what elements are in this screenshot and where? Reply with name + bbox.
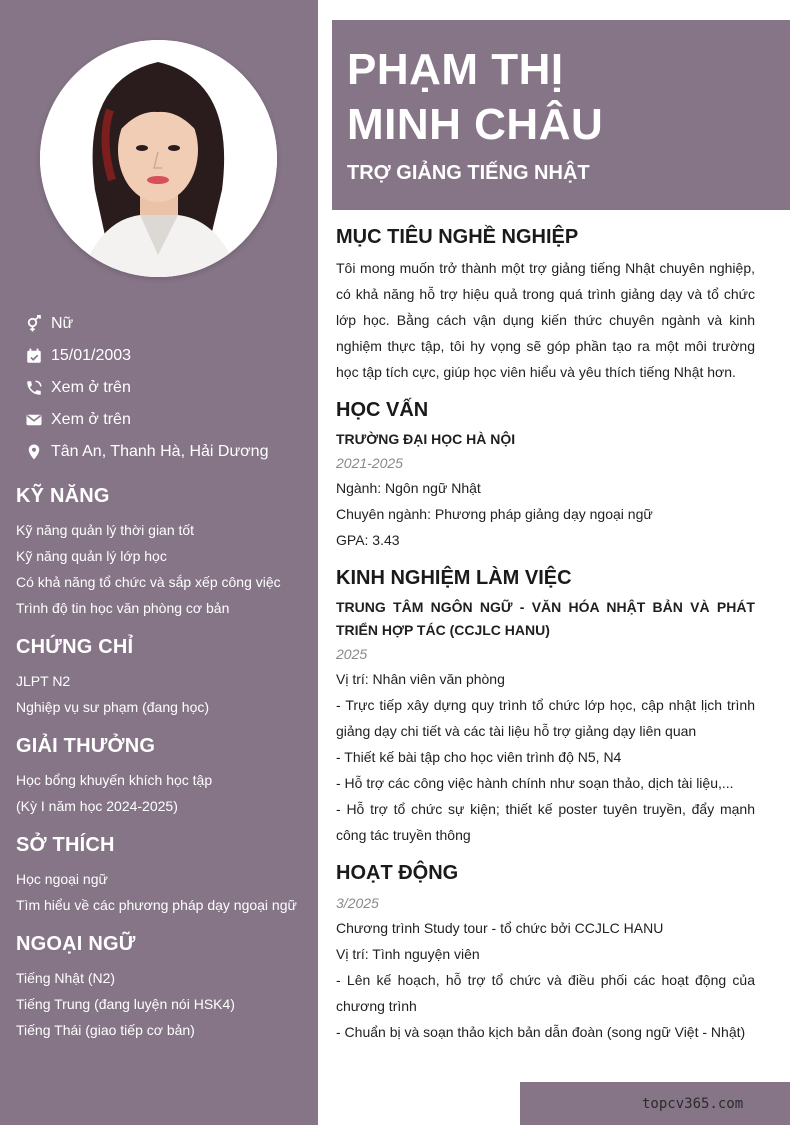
objective-section (336, 226, 755, 385)
portrait-photo (40, 40, 277, 277)
experience-line: - Thiết kế bài tập cho học viên trình độ N5, N4 (336, 749, 622, 765)
footer-bar (520, 1082, 790, 1125)
main-content (336, 226, 755, 1059)
award-item: (Kỳ I năm học 2024-2025) (16, 798, 178, 814)
education-period: 2021-2025 (336, 455, 403, 471)
activities-line: Chương trình Study tour - tổ chức bởi CCJLC HANU (336, 920, 664, 936)
education-line: Chuyên ngành: Phương pháp giảng dạy ngoại ngữ (336, 506, 653, 522)
experience-line: Vị trí: Nhân viên văn phòng (336, 671, 505, 687)
contact-birthdate (24, 340, 314, 372)
gender-icon (24, 314, 44, 334)
location-pin-icon (24, 442, 44, 462)
certificate-item: JLPT N2 (16, 673, 71, 689)
skills-section (16, 485, 311, 621)
birthdate-text: 15/01/2003 (51, 347, 132, 364)
address-text: Tân An, Thanh Hà, Hải Dương (51, 443, 269, 460)
contact-address (24, 436, 314, 468)
experience-line: - Hỗ trợ các công việc hành chính như soạn thảo, dịch tài liệu,... (336, 775, 734, 791)
languages-title: NGOẠI NGỮ (16, 933, 136, 955)
job-title: TRỢ GIẢNG TIẾNG NHẬT (347, 162, 590, 184)
hobbies-section (16, 834, 311, 918)
experience-org: TRUNG TÂM NGÔN NGỮ - VĂN HÓA NHẬT BẢN VÀ PHÁT TRIỂN HỢP TÁC (CCJLC HANU) (336, 599, 755, 638)
experience-line: - Hỗ trợ tổ chức sự kiện; thiết kế poster tuyên truyền, đẩy mạnh công tác truyền thông (336, 801, 755, 843)
awards-title: GIẢI THƯỞNG (16, 735, 156, 757)
calendar-icon (24, 346, 44, 366)
contact-email (24, 404, 314, 436)
objective-title: MỤC TIÊU NGHỀ NGHIỆP (336, 226, 579, 248)
avatar (40, 40, 277, 277)
full-name-line2: MINH CHÂU (347, 100, 604, 149)
skill-item: Trình độ tin học văn phòng cơ bản (16, 600, 230, 616)
activities-line: - Chuẩn bị và soạn thảo kịch bản dẫn đoàn (song ngữ Việt - Nhật) (336, 1024, 746, 1040)
language-item: Tiếng Trung (đang luyện nói HSK4) (16, 996, 235, 1012)
certificate-item: Nghiệp vụ sư phạm (đang học) (16, 699, 210, 715)
experience-line: - Trực tiếp xây dựng quy trình tổ chức lớp học, cập nhật lịch trình giảng dạy chi tiết và các tài liệu hỗ trợ giảng dạy liên quan (336, 697, 755, 739)
hobbies-title: SỞ THÍCH (16, 834, 115, 856)
gender-text: Nữ (51, 315, 74, 332)
skill-item: Kỹ năng quản lý lớp học (16, 548, 167, 564)
experience-title: KINH NGHIỆM LÀM VIỆC (336, 567, 572, 589)
activities-section (336, 862, 755, 1045)
language-item: Tiếng Thái (giao tiếp cơ bản) (16, 1022, 195, 1038)
languages-section (16, 933, 311, 1043)
education-line: GPA: 3.43 (336, 532, 400, 548)
contact-phone (24, 372, 314, 404)
education-section (336, 399, 755, 553)
email-icon (24, 410, 44, 430)
activities-line: Vị trí: Tình nguyện viên (336, 946, 480, 962)
hobby-item: Học ngoại ngữ (16, 871, 108, 887)
hobby-item: Tìm hiểu về các phương pháp dạy ngoại ngữ (16, 897, 297, 913)
phone-text: Xem ở trên (51, 379, 131, 396)
activities-period: 3/2025 (336, 895, 379, 911)
skill-item: Có khả năng tổ chức và sắp xếp công việc (16, 574, 281, 590)
education-line: Ngành: Ngôn ngữ Nhật (336, 480, 481, 496)
name-header (332, 20, 790, 210)
activities-title: HOẠT ĐỘNG (336, 862, 459, 884)
education-title: HỌC VẤN (336, 399, 429, 421)
activities-line: - Lên kế hoạch, hỗ trợ tổ chức và điều phối các hoạt động của chương trình (336, 972, 755, 1014)
certificates-title: CHỨNG CHỈ (16, 636, 134, 658)
experience-period: 2025 (336, 646, 368, 662)
skill-item: Kỹ năng quản lý thời gian tốt (16, 522, 195, 538)
school-name: TRƯỜNG ĐẠI HỌC HÀ NỘI (336, 431, 516, 447)
full-name-line1: PHẠM THỊ (347, 45, 564, 94)
language-item: Tiếng Nhật (N2) (16, 970, 116, 986)
contact-gender (24, 308, 314, 340)
contact-info (24, 308, 314, 468)
sidebar (0, 0, 318, 1125)
objective-text: Tôi mong muốn trở thành một trợ giảng tiếng Nhật chuyên nghiệp, có khả năng hỗ trợ hiệu quả trong quá trình giảng dạy và tổ chức lớp học. Bằng cách vận dụng kiến thức chuyên ngành và kinh nghiệm thực tập, tôi hy vọng sẽ góp phần tạo ra một môi trường học tập tích cực, giúp học viên hiểu và yêu thích tiếng Nhật hơn. (336, 260, 755, 380)
experience-section (336, 567, 755, 848)
footer-site-text: topcv365.com (642, 1096, 744, 1112)
phone-icon (24, 378, 44, 398)
awards-section (16, 735, 311, 819)
skills-title: KỸ NĂNG (16, 485, 110, 507)
award-item: Học bổng khuyến khích học tập (16, 772, 213, 788)
certificates-section (16, 636, 311, 720)
email-text: Xem ở trên (51, 411, 131, 428)
